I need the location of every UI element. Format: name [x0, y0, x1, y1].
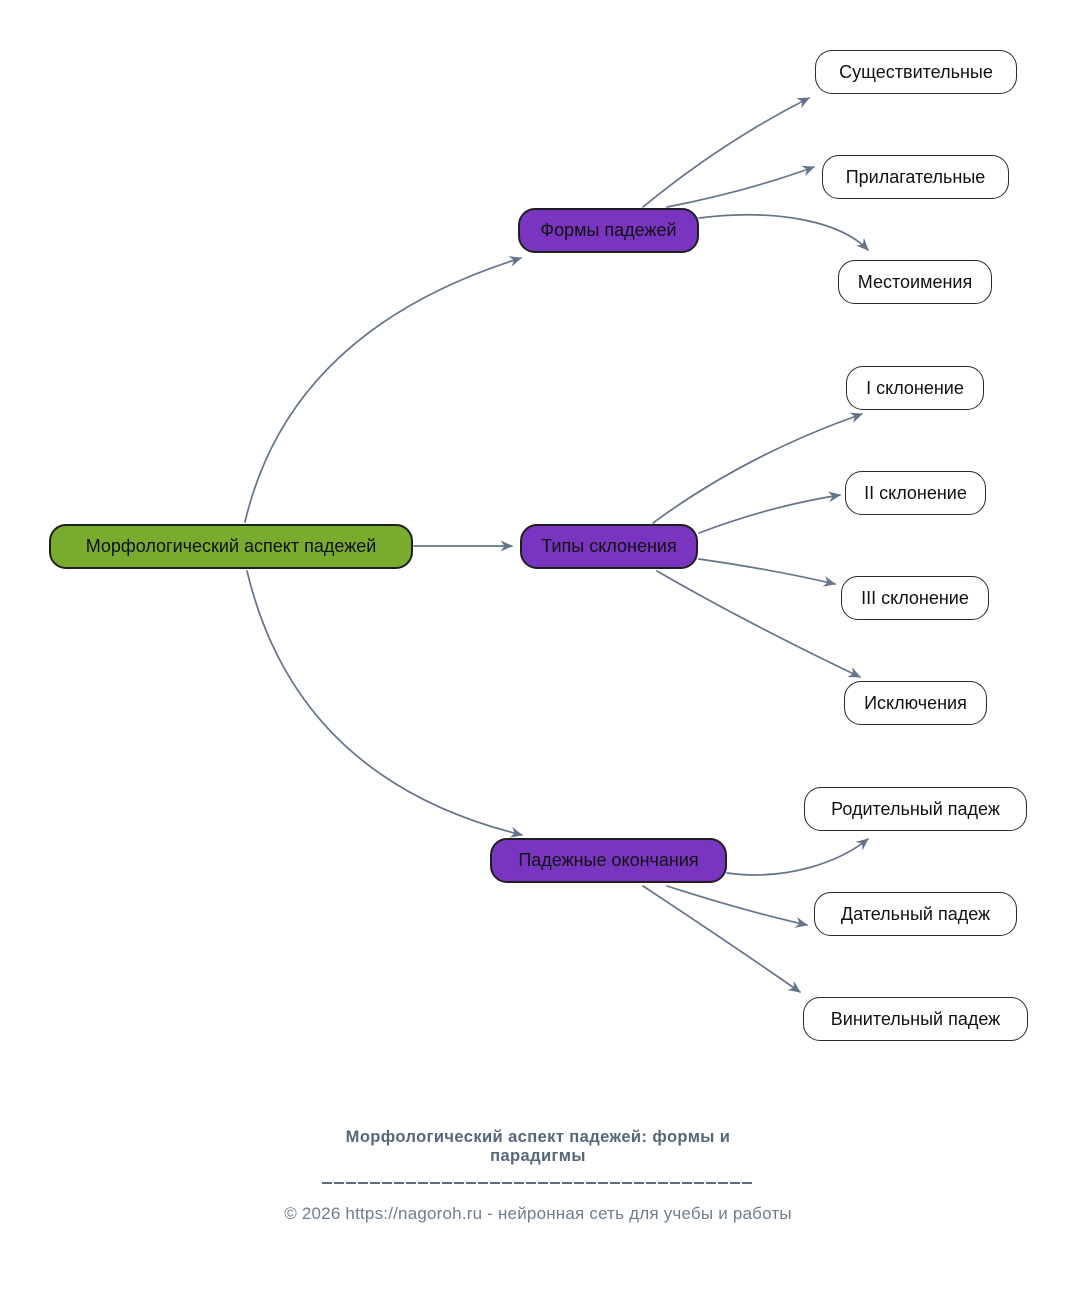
footer-divider	[322, 1182, 754, 1184]
edge-endings-to-dative	[667, 886, 807, 925]
edge-types-to-decl2	[699, 495, 840, 533]
node-exceptions-label: Исключения	[864, 692, 967, 713]
edge-types-to-decl3	[699, 559, 835, 584]
node-adjectives[interactable]	[822, 155, 1009, 199]
node-declension-2[interactable]	[845, 471, 986, 515]
edge-root-to-endings	[247, 571, 522, 835]
node-pronouns-label: Местоимения	[857, 271, 973, 292]
footer-title-text: Морфологический аспект падежей: формы и парадигмы	[345, 1128, 731, 1165]
footer-title	[0, 1128, 1076, 1166]
node-dative-case[interactable]	[814, 892, 1017, 936]
node-declension-1[interactable]	[846, 366, 984, 410]
node-exceptions[interactable]	[844, 681, 987, 725]
node-case-forms-label: Формы падежей	[540, 220, 677, 240]
edge-root-to-forms	[245, 258, 521, 522]
node-genitive-case-label: Родительный падеж	[831, 798, 1000, 819]
node-nouns-label: Существительные	[839, 61, 993, 82]
node-genitive-case[interactable]	[804, 787, 1027, 831]
node-root[interactable]	[49, 524, 413, 569]
node-nouns[interactable]	[815, 50, 1017, 94]
node-accusative-case-label: Винительный падеж	[830, 1008, 1001, 1029]
node-root-label: Морфологический аспект падежей	[85, 536, 377, 556]
edge-forms-to-nouns	[643, 98, 809, 207]
node-declension-3-label: III склонение	[861, 587, 969, 608]
footer-copyright: © 2026 https://nagoroh.ru - нейронная сеть для учебы и работы	[284, 1204, 792, 1223]
node-case-forms[interactable]	[518, 208, 699, 253]
edge-endings-to-genitive	[727, 839, 868, 875]
node-pronouns[interactable]	[838, 260, 992, 304]
node-adjectives-label: Прилагательные	[845, 166, 986, 187]
node-declension-types-label: Типы склонения	[541, 536, 677, 556]
edge-types-to-exceptions	[657, 571, 860, 677]
edge-types-to-decl1	[653, 414, 862, 523]
node-declension-1-label: I склонение	[866, 377, 964, 398]
edge-forms-to-adjectives	[667, 167, 814, 207]
node-dative-case-label: Дательный падеж	[840, 903, 991, 924]
node-case-endings[interactable]	[490, 838, 727, 883]
node-declension-2-label: II склонение	[864, 482, 967, 503]
edge-forms-to-pronouns	[699, 215, 868, 250]
node-accusative-case[interactable]	[803, 997, 1028, 1041]
node-case-endings-label: Падежные окончания	[518, 850, 699, 870]
node-declension-types[interactable]	[520, 524, 698, 569]
node-declension-3[interactable]	[841, 576, 989, 620]
